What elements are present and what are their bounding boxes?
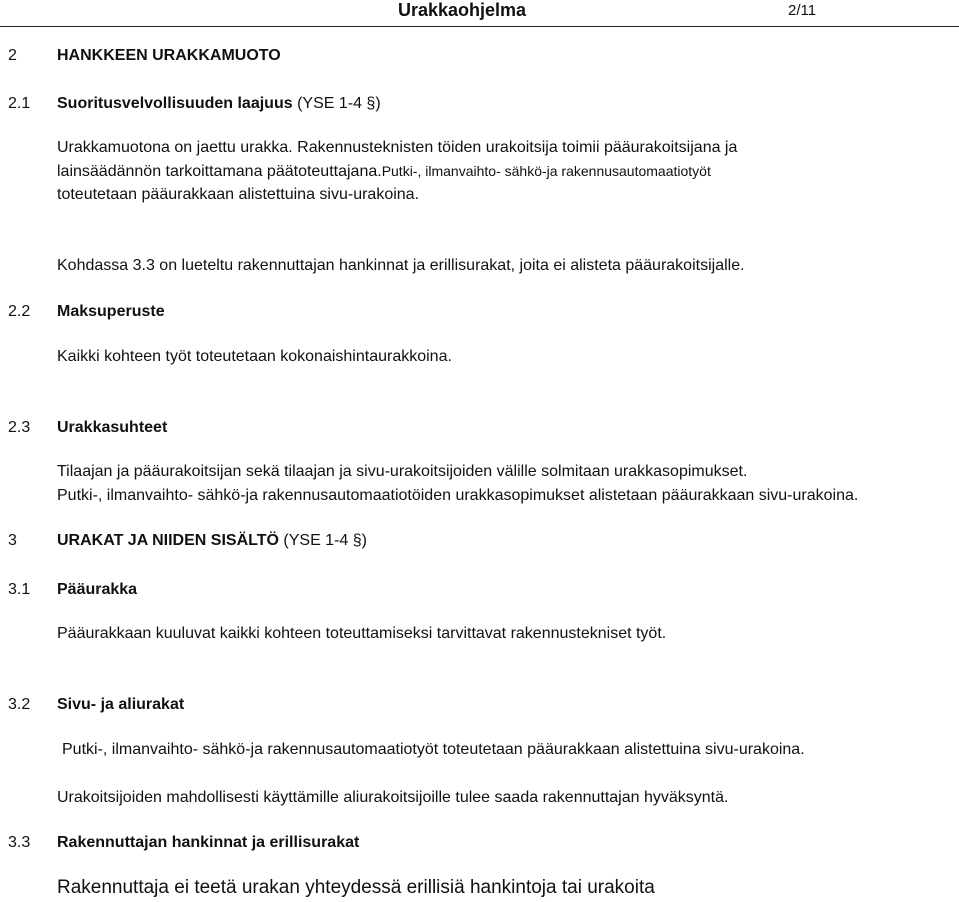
paragraph-line: [57, 163, 711, 181]
paragraph-line: Rakennuttaja ei teetä urakan yhteydessä erillisiä hankintoja tai urakoita: [57, 877, 655, 898]
section-3-heading-ref: (YSE 1-4 §): [283, 532, 367, 549]
paragraph-line: Kaikki kohteen työt toteutetaan kokonaishintaurakkoina.: [57, 348, 452, 365]
paragraph-line: Pääurakkaan kuuluvat kaikki kohteen toteuttamiseksi tarvittavat rakennustekniset työt.: [57, 625, 667, 642]
document-title: Urakkaohjelma: [398, 0, 527, 20]
section-2-1-number: 2.1: [8, 95, 31, 112]
section-3-1-heading: Pääurakka: [57, 581, 138, 598]
section-3-1-number: 3.1: [8, 581, 31, 598]
section-3-2-heading: Sivu- ja aliurakat: [57, 696, 185, 713]
paragraph-line: toteutetaan pääurakkaan alistettuina sivu-urakoina.: [57, 186, 420, 203]
paragraph-line: Putki-, ilmanvaihto- sähkö-ja rakennusautomaatiotöiden urakkasopimukset alistetaan pääurakkaan sivu-urakoina.: [57, 487, 859, 504]
section-2-3-heading: Urakkasuhteet: [57, 419, 168, 436]
section-2-number: 2: [8, 47, 17, 64]
paragraph-line: Putki-, ilmanvaihto- sähkö-ja rakennusautomaatiotyöt toteutetaan pääurakkaan alistettuina sivu-urakoina.: [62, 741, 805, 758]
section-2-2-number: 2.2: [8, 303, 31, 320]
section-3-3-heading: Rakennuttajan hankinnat ja erillisurakat: [57, 834, 360, 851]
section-2-heading: HANKKEEN URAKKAMUOTO: [57, 47, 281, 64]
paragraph-line: Tilaajan ja pääurakoitsijan sekä tilaajan ja sivu-urakoitsijoiden välille solmitaan urakkasopimukset.: [57, 463, 748, 480]
section-2-1-heading-ref: (YSE 1-4 §): [297, 95, 381, 112]
section-2-1-heading-bold: Suoritusvelvollisuuden laajuus: [57, 95, 293, 112]
section-3-heading-bold: URAKAT JA NIIDEN SISÄLTÖ: [57, 532, 279, 549]
section-3-3-number: 3.3: [8, 834, 31, 851]
section-2-2-heading: Maksuperuste: [57, 303, 165, 320]
paragraph-text-small: Putki-, ilmanvaihto- sähkö-ja rakennusautomaatiotyöt: [381, 163, 711, 179]
section-3-heading: [57, 532, 367, 550]
header-rule: [0, 26, 959, 27]
paragraph-line: Urakkamuotona on jaettu urakka. Rakennusteknisten töiden urakoitsija toimii pääurakoitsijana ja: [57, 139, 738, 156]
paragraph-line: Kohdassa 3.3 on lueteltu rakennuttajan hankinnat ja erillisurakat, joita ei alisteta pääurakoitsijalle.: [57, 257, 745, 274]
section-3-number: 3: [8, 532, 17, 549]
section-3-2-number: 3.2: [8, 696, 31, 713]
section-2-3-number: 2.3: [8, 419, 31, 436]
paragraph-line: Urakoitsijoiden mahdollisesti käyttämille aliurakoitsijoille tulee saada rakennuttajan hyväksyntä.: [57, 789, 729, 806]
page-number: 2/11: [788, 2, 817, 19]
paragraph-text: lainsäädännön tarkoittamana päätoteuttajana.: [57, 163, 382, 180]
section-2-1-heading: [57, 95, 381, 113]
